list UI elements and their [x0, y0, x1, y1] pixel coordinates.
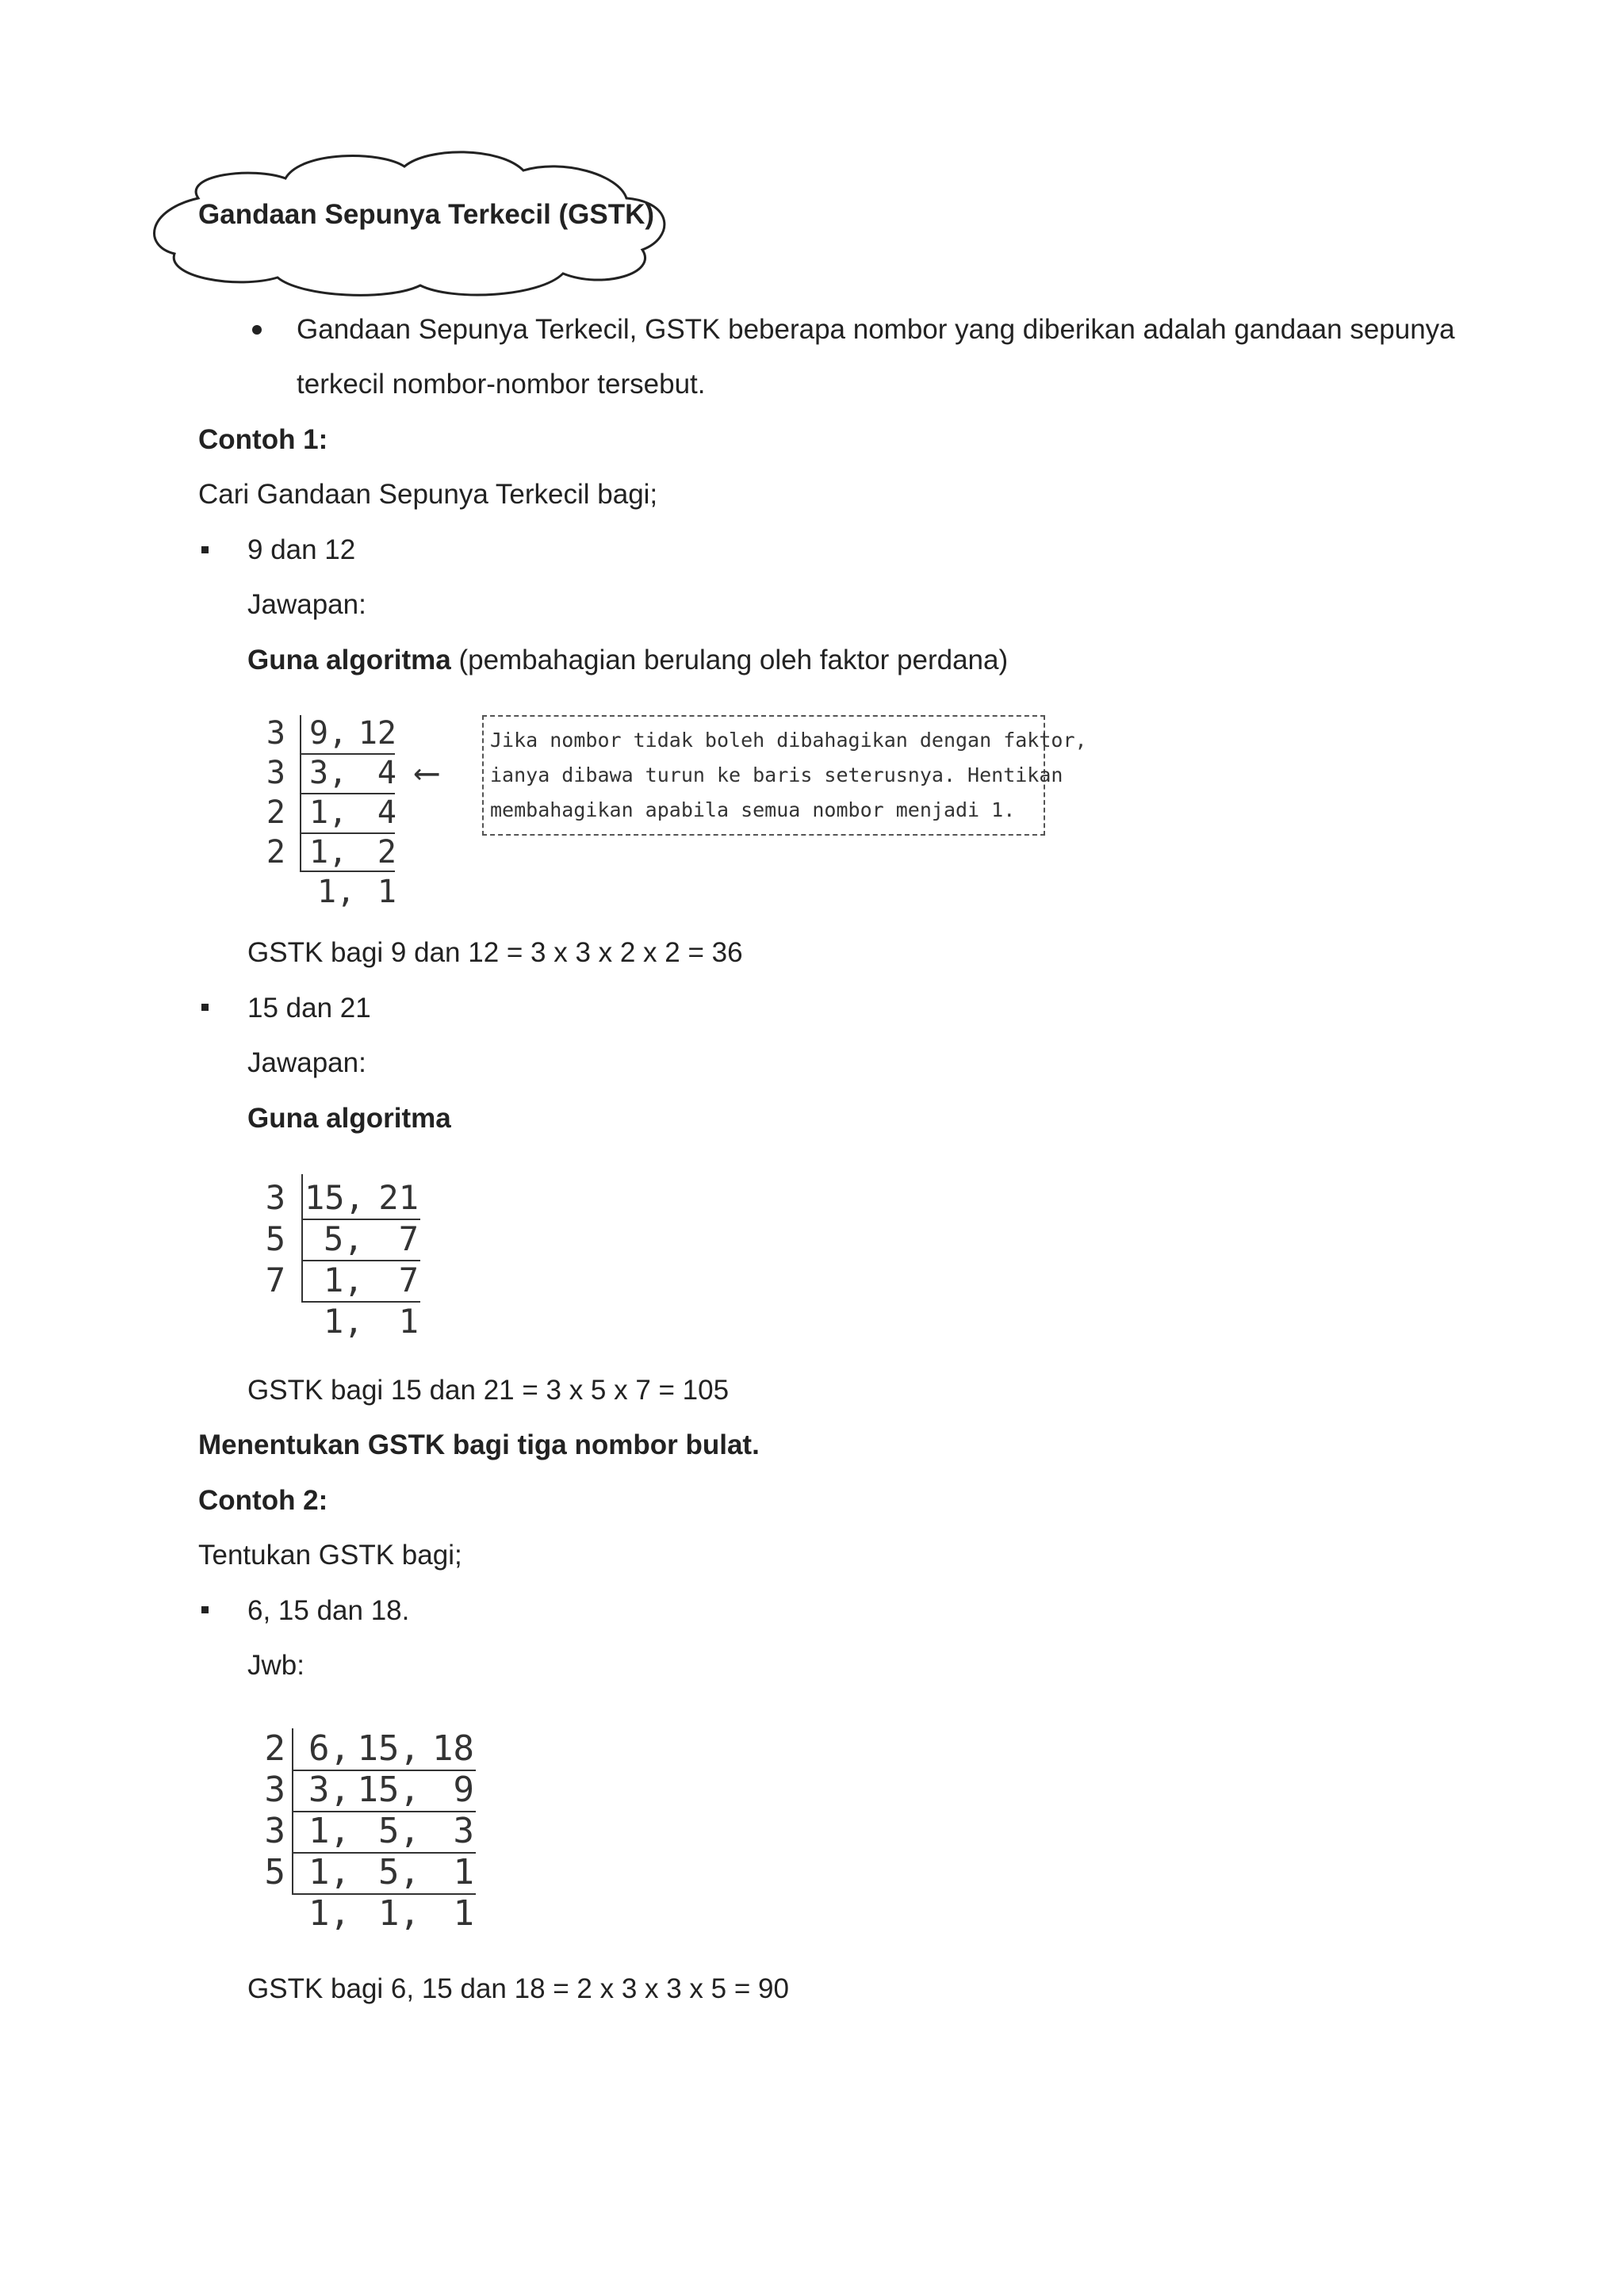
example1-q1-method [247, 645, 1008, 676]
table-row [306, 1811, 474, 1852]
example2-instruction: Tentukan GSTK bagi; [198, 1540, 462, 1571]
cell: 5, [324, 1219, 364, 1258]
cell: 21 [378, 1178, 419, 1217]
cell: 9 [453, 1770, 474, 1810]
note-line: membahagikan apabila semua nombor menjadi 1. [490, 798, 1016, 821]
cell: 1, [317, 874, 356, 910]
example2-heading: Contoh 2: [198, 1485, 328, 1516]
table-row [324, 1301, 419, 1342]
example1-q2-answer-label: Jawapan: [247, 1047, 366, 1078]
intro-line-1: Gandaan Sepunya Terkecil, GSTK beberapa nombor yang diberikan adalah gandaan sepunya [297, 314, 1455, 345]
cell: 5, [378, 1811, 420, 1851]
cell: 15, [357, 1728, 420, 1769]
divider-vertical [301, 1174, 303, 1301]
cell: 1, [308, 1893, 350, 1934]
cell: 1, [308, 1811, 350, 1851]
table-row [306, 1728, 474, 1770]
cell: 7 [398, 1219, 419, 1258]
example1-instruction: Cari Gandaan Sepunya Terkecil bagi; [198, 479, 658, 510]
cell: 4 [377, 794, 396, 831]
divisor: 7 [265, 1261, 285, 1299]
divisor: 3 [265, 1178, 285, 1217]
page-title: Gandaan Sepunya Terkecil (GSTK) [198, 199, 655, 230]
cell: 4 [377, 755, 396, 791]
example1-q2-method: Guna algoritma [247, 1103, 451, 1134]
table-row [317, 872, 396, 912]
cell: 7 [398, 1261, 419, 1299]
note-box [482, 715, 1087, 836]
cell: 1, [324, 1302, 364, 1341]
cell: 5, [378, 1852, 420, 1892]
cell: 1, [309, 794, 348, 831]
division-table-9-12 [262, 714, 438, 912]
cell: 15, [357, 1770, 420, 1810]
section2-heading: Menentukan GSTK bagi tiga nombor bulat. [198, 1429, 760, 1460]
note-line: Jika nombor tidak boleh dibahagikan dengan faktor, [490, 729, 1087, 752]
bullet-square [201, 1606, 209, 1613]
cell: 1, [309, 834, 348, 871]
cell: 3, [308, 1770, 350, 1810]
example2-q1-result: GSTK bagi 6, 15 dan 18 = 2 x 3 x 3 x 5 = 90 [247, 1973, 789, 2004]
cell: 1 [453, 1852, 474, 1892]
example1-heading: Contoh 1: [198, 424, 328, 455]
divisor: 3 [264, 1770, 285, 1810]
example1-q2-result: GSTK bagi 15 dan 21 = 3 x 5 x 7 = 105 [247, 1375, 730, 1406]
cell: 3, [309, 755, 348, 791]
table-row [306, 1852, 474, 1893]
example1-q2-label: 15 dan 21 [247, 993, 371, 1024]
note-line: ianya dibawa turun ke baris seterusnya. Hentikan [490, 763, 1063, 786]
cell: 1, [378, 1893, 420, 1934]
table-row [309, 832, 396, 872]
divisor: 3 [266, 755, 285, 791]
bullet-dot [252, 325, 262, 335]
cell: 1 [377, 874, 396, 910]
example1-q1-result: GSTK bagi 9 dan 12 = 3 x 3 x 2 x 2 = 36 [247, 937, 743, 968]
division-table-6-15-18 [262, 1728, 500, 1942]
divisor: 2 [266, 794, 285, 831]
table-row [324, 1219, 419, 1260]
table-row [306, 1893, 474, 1934]
cell: 1 [398, 1302, 419, 1341]
example1-q1-answer-label: Jawapan: [247, 589, 366, 620]
table-row [306, 1770, 474, 1811]
table-row [309, 753, 396, 793]
bullet-square [201, 546, 209, 553]
cell: 1, [308, 1852, 350, 1892]
cell: 18 [432, 1728, 474, 1769]
table-row [324, 1260, 419, 1301]
cell: 1 [453, 1893, 474, 1934]
cell: 6, [308, 1728, 350, 1769]
bullet-square [201, 1004, 209, 1011]
divisor: 5 [264, 1852, 285, 1892]
method-rest: (pembahagian berulang oleh faktor perdana) [450, 645, 1009, 675]
cell: 12 [358, 715, 396, 752]
intro-line-2: terkecil nombor-nombor tersebut. [297, 369, 706, 400]
divisor: 2 [266, 834, 285, 871]
table-row [309, 793, 396, 832]
method-bold: Guna algoritma [247, 645, 451, 675]
cell: 1, [324, 1261, 364, 1299]
cell: 3 [453, 1811, 474, 1851]
divisor: 5 [265, 1219, 285, 1258]
cell: 9, [309, 715, 348, 752]
example1-q1-label: 9 dan 12 [247, 534, 356, 565]
cell: 15, [304, 1178, 365, 1217]
division-table-15-21 [262, 1177, 436, 1344]
arrow-left-icon: ⟵ [416, 752, 438, 793]
example2-q1-answer-label: Jwb: [247, 1650, 304, 1681]
divisor: 2 [264, 1728, 285, 1769]
divisor: 3 [266, 715, 285, 752]
cell: 2 [377, 834, 396, 871]
example2-q1-label: 6, 15 dan 18. [247, 1595, 410, 1626]
table-row [309, 714, 396, 753]
table-row [304, 1177, 419, 1219]
divisor: 3 [264, 1811, 285, 1851]
